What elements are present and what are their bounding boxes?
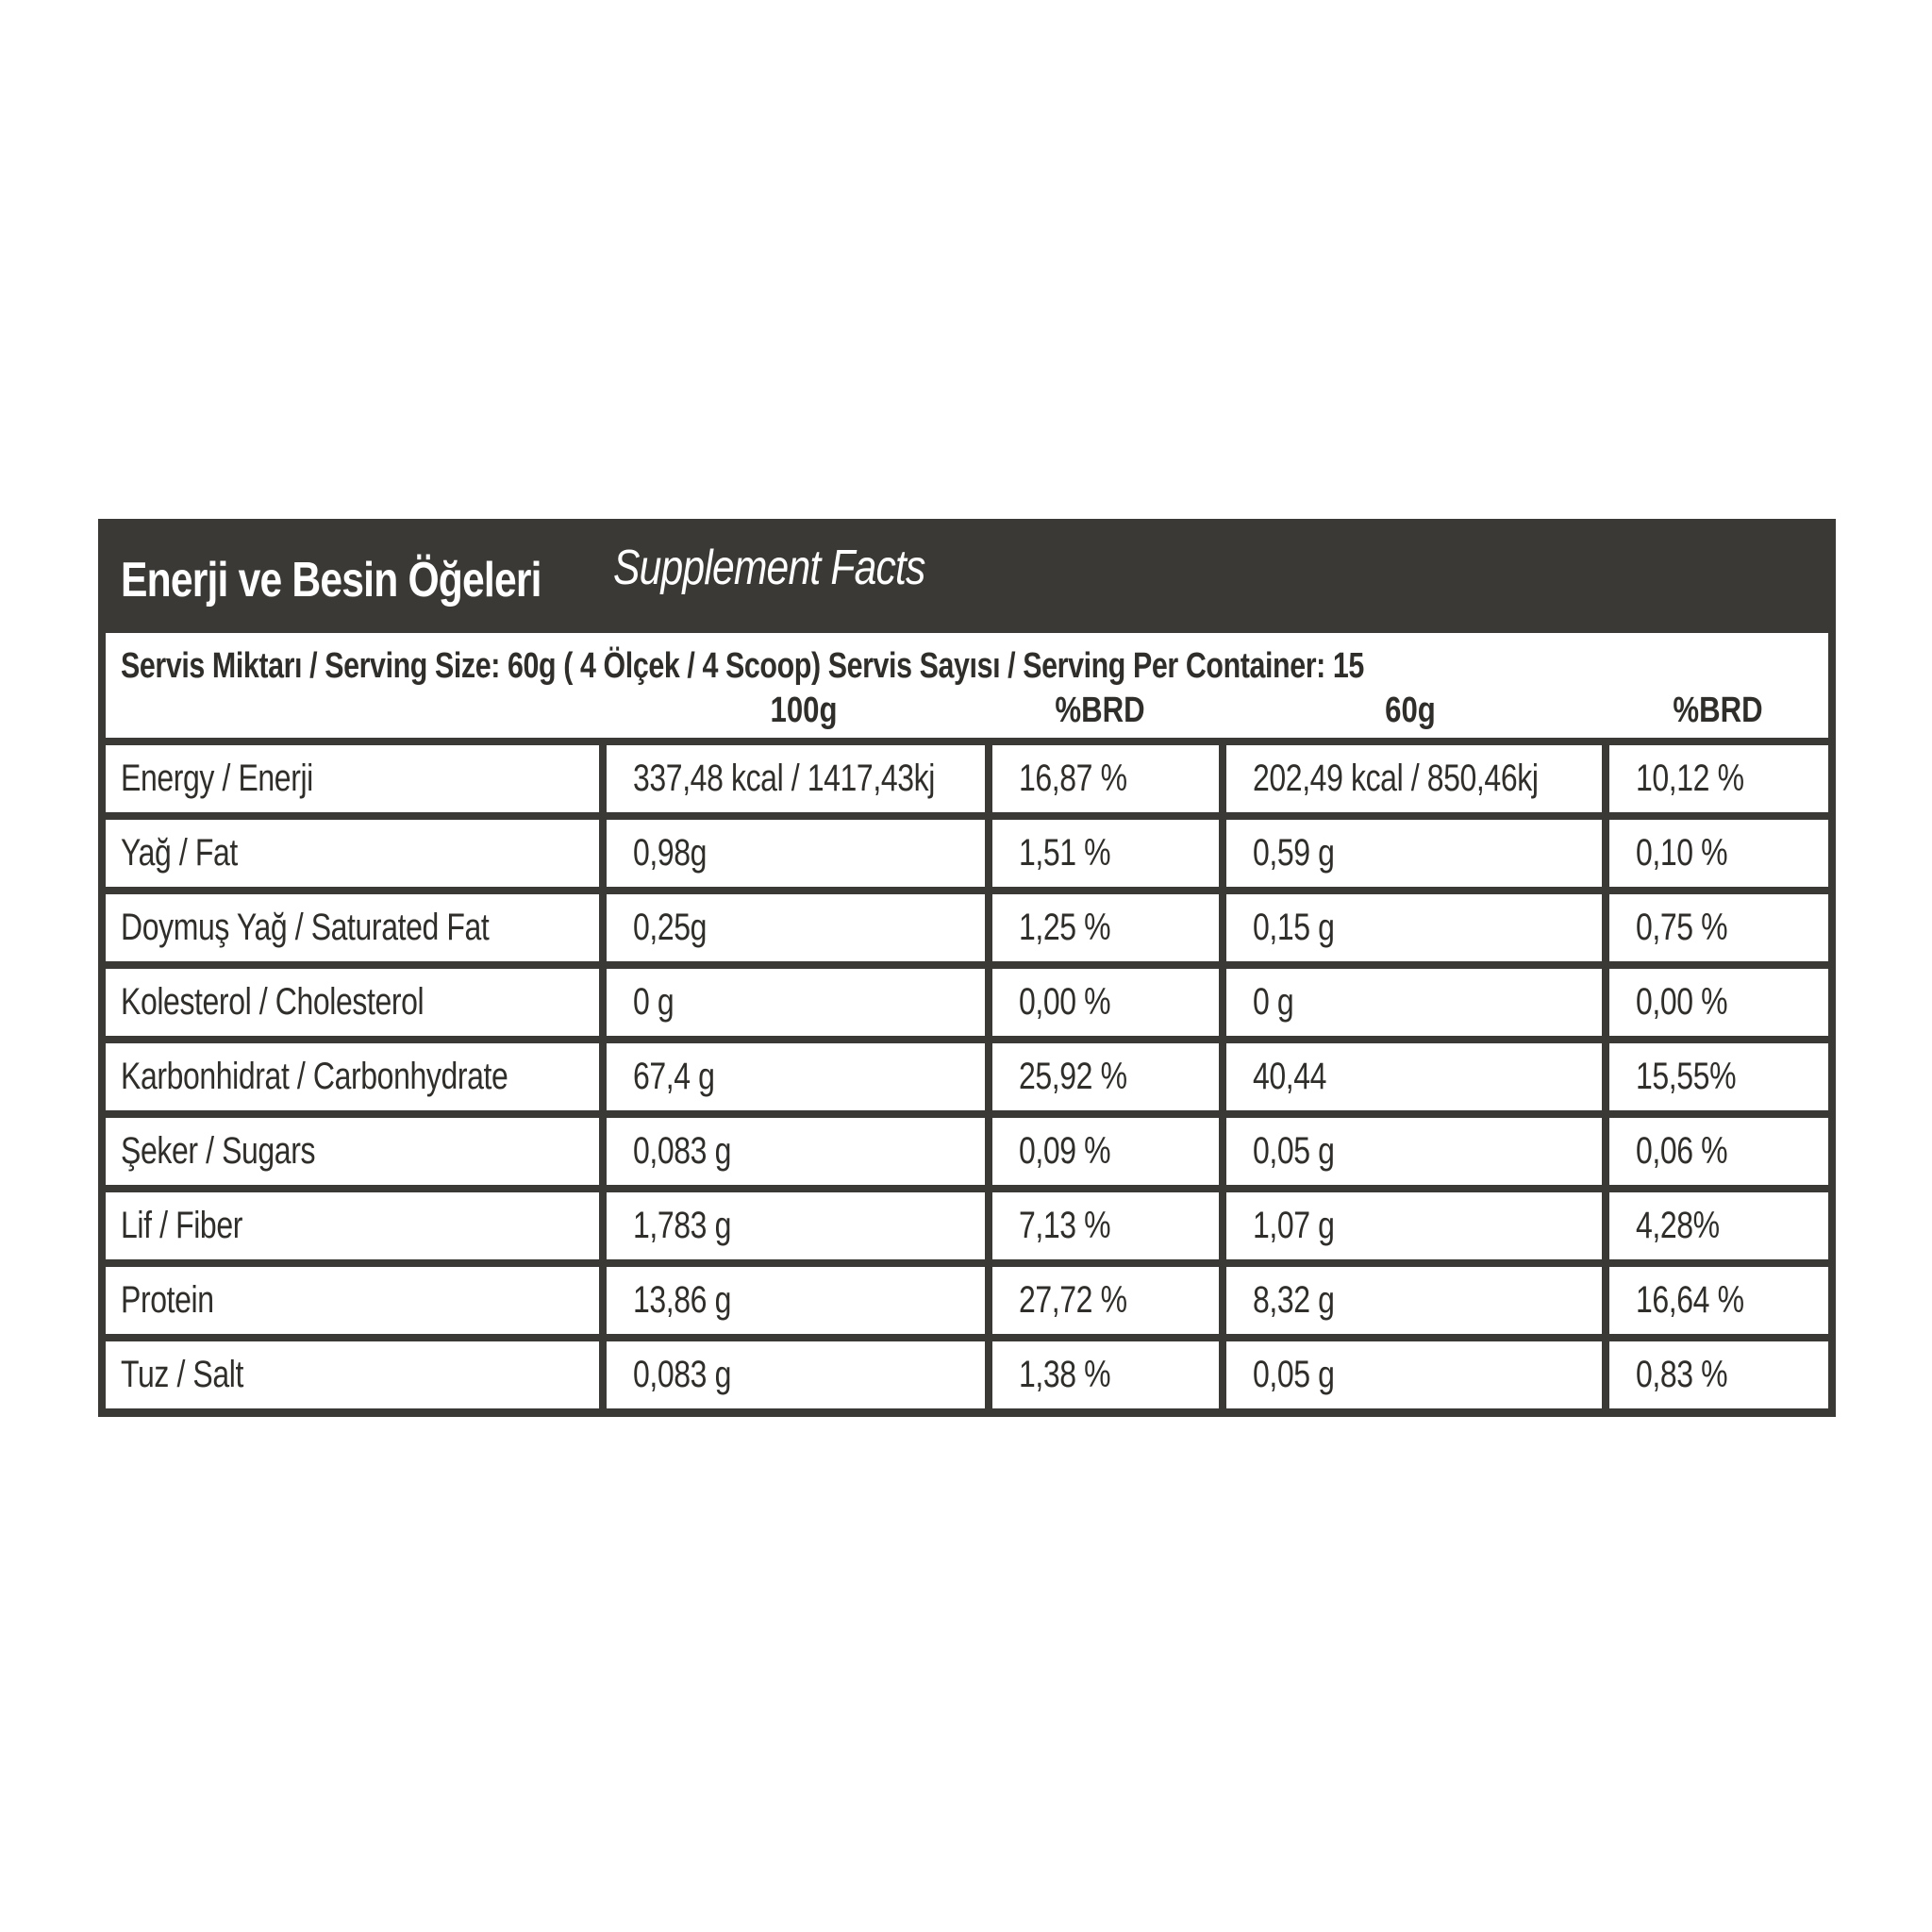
brd-per-60g-text: 16,64 % (1636, 1279, 1744, 1321)
table-row (98, 738, 1836, 812)
table-cell-brd-per-60g (1609, 1043, 1828, 1110)
brd-per-100g-text: 27,72 % (1019, 1279, 1127, 1321)
table-cell-nutrient-name (106, 1118, 599, 1185)
brd-per-60g-text: 0,06 % (1636, 1130, 1728, 1172)
column-header-60g: 60g (1385, 691, 1436, 730)
table-row (98, 887, 1836, 961)
table-cell-value-per-100g (607, 1192, 985, 1259)
column-header-brd-60g: %BRD (1673, 691, 1763, 730)
table-cell-value-per-100g (607, 745, 985, 812)
brd-per-60g-text: 0,83 % (1636, 1354, 1728, 1395)
table-cell-value-per-100g (607, 894, 985, 961)
table-cell-brd-per-100g (992, 1118, 1219, 1185)
nutrient-name-text: Karbonhidrat / Carbonhydrate (121, 1056, 508, 1097)
table-cell-brd-per-100g (992, 1043, 1219, 1110)
brd-per-100g-text: 1,51 % (1019, 832, 1111, 874)
title-english: Supplement Facts (613, 541, 925, 595)
title-turkish: Enerji ve Besin Öğeleri (121, 553, 541, 608)
table-cell-brd-per-100g (992, 820, 1219, 887)
table-row (98, 1110, 1836, 1185)
table-cell-value-per-60g (1226, 1043, 1602, 1110)
table-cell-brd-per-100g (992, 745, 1219, 812)
table-cell-value-per-100g (607, 1118, 985, 1185)
brd-per-60g-text: 0,10 % (1636, 832, 1728, 874)
table-cell-brd-per-100g (992, 1267, 1219, 1334)
table-cell-nutrient-name (106, 1267, 599, 1334)
value-per-60g-text: 0,59 g (1253, 832, 1335, 874)
value-per-60g-text: 0,05 g (1253, 1354, 1335, 1395)
value-per-100g-text: 1,783 g (633, 1205, 731, 1246)
value-per-60g-text: 0,05 g (1253, 1130, 1335, 1172)
brd-per-100g-text: 16,87 % (1019, 758, 1127, 799)
brd-per-100g-text: 1,38 % (1019, 1354, 1111, 1395)
table-cell-value-per-60g (1226, 1267, 1602, 1334)
brd-per-60g-text: 4,28% (1636, 1205, 1720, 1246)
brd-per-100g-text: 1,25 % (1019, 907, 1111, 948)
table-cell-nutrient-name (106, 745, 599, 812)
table-cell-brd-per-100g (992, 1192, 1219, 1259)
value-per-100g-text: 13,86 g (633, 1279, 731, 1321)
table-cell-nutrient-name (106, 1043, 599, 1110)
nutrient-name-text: Protein (121, 1279, 214, 1321)
table-cell-value-per-60g (1226, 1192, 1602, 1259)
serving-info (106, 633, 1828, 738)
value-per-60g-text: 0 g (1253, 981, 1294, 1023)
table-cell-value-per-100g (607, 1267, 985, 1334)
table-row (98, 1036, 1836, 1110)
brd-per-100g-text: 25,92 % (1019, 1056, 1127, 1097)
serving-size-line: Servis Miktarı / Serving Size: 60g ( 4 Ölçek / 4 Scoop) Servis Sayısı / Serving Per Container: 15 (121, 646, 1364, 686)
table-cell-value-per-60g (1226, 820, 1602, 887)
nutrient-name-text: Energy / Enerji (121, 758, 313, 799)
value-per-60g-text: 0,15 g (1253, 907, 1335, 948)
table-cell-nutrient-name (106, 969, 599, 1036)
brd-per-100g-text: 7,13 % (1019, 1205, 1111, 1246)
brd-per-100g-text: 0,09 % (1019, 1130, 1111, 1172)
column-header-brd-100g: %BRD (1055, 691, 1145, 730)
title-bar (98, 519, 1836, 630)
table-cell-value-per-60g (1226, 1118, 1602, 1185)
table-cell-value-per-100g (607, 820, 985, 887)
table-cell-brd-per-60g (1609, 1118, 1828, 1185)
value-per-100g-text: 0,083 g (633, 1130, 731, 1172)
table-cell-brd-per-100g (992, 894, 1219, 961)
value-per-100g-text: 337,48 kcal / 1417,43kj (633, 758, 935, 799)
brd-per-60g-text: 15,55% (1636, 1056, 1737, 1097)
table-cell-value-per-100g (607, 969, 985, 1036)
table-row (98, 1259, 1836, 1334)
table-cell-brd-per-60g (1609, 969, 1828, 1036)
table-cell-brd-per-60g (1609, 894, 1828, 961)
value-per-100g-text: 0 g (633, 981, 675, 1023)
table-row (98, 1185, 1836, 1259)
table-row (98, 961, 1836, 1036)
value-per-100g-text: 0,98g (633, 832, 708, 874)
nutrient-name-text: Tuz / Salt (121, 1354, 243, 1395)
table-cell-nutrient-name (106, 1192, 599, 1259)
nutrient-name-text: Şeker / Sugars (121, 1130, 316, 1172)
table-cell-brd-per-100g (992, 1341, 1219, 1408)
table-cell-brd-per-60g (1609, 745, 1828, 812)
table-cell-brd-per-60g (1609, 1267, 1828, 1334)
value-per-100g-text: 67,4 g (633, 1056, 715, 1097)
table-cell-value-per-60g (1226, 745, 1602, 812)
brd-per-60g-text: 10,12 % (1636, 758, 1744, 799)
table-row (98, 812, 1836, 887)
table-cell-value-per-100g (607, 1043, 985, 1110)
column-header-100g: 100g (770, 691, 838, 730)
table-cell-brd-per-60g (1609, 1192, 1828, 1259)
table-cell-value-per-60g (1226, 894, 1602, 961)
table-cell-nutrient-name (106, 894, 599, 961)
supplement-facts-panel (98, 519, 1836, 1417)
value-per-100g-text: 0,083 g (633, 1354, 731, 1395)
table-cell-brd-per-60g (1609, 820, 1828, 887)
brd-per-60g-text: 0,00 % (1636, 981, 1728, 1023)
table-cell-nutrient-name (106, 820, 599, 887)
table-cell-nutrient-name (106, 1341, 599, 1408)
value-per-60g-text: 8,32 g (1253, 1279, 1335, 1321)
nutrient-name-text: Doymuş Yağ / Saturated Fat (121, 907, 490, 948)
table-cell-brd-per-60g (1609, 1341, 1828, 1408)
nutrient-name-text: Lif / Fiber (121, 1205, 242, 1246)
table-cell-value-per-100g (607, 1341, 985, 1408)
nutrient-name-text: Yağ / Fat (121, 832, 238, 874)
value-per-60g-text: 1,07 g (1253, 1205, 1335, 1246)
table-row (98, 1334, 1836, 1408)
table-cell-value-per-60g (1226, 969, 1602, 1036)
nutrient-name-text: Kolesterol / Cholesterol (121, 981, 425, 1023)
brd-per-60g-text: 0,75 % (1636, 907, 1728, 948)
value-per-60g-text: 40,44 (1253, 1056, 1327, 1097)
table-cell-brd-per-100g (992, 969, 1219, 1036)
table-cell-value-per-60g (1226, 1341, 1602, 1408)
value-per-60g-text: 202,49 kcal / 850,46kj (1253, 758, 1539, 799)
brd-per-100g-text: 0,00 % (1019, 981, 1111, 1023)
value-per-100g-text: 0,25g (633, 907, 708, 948)
